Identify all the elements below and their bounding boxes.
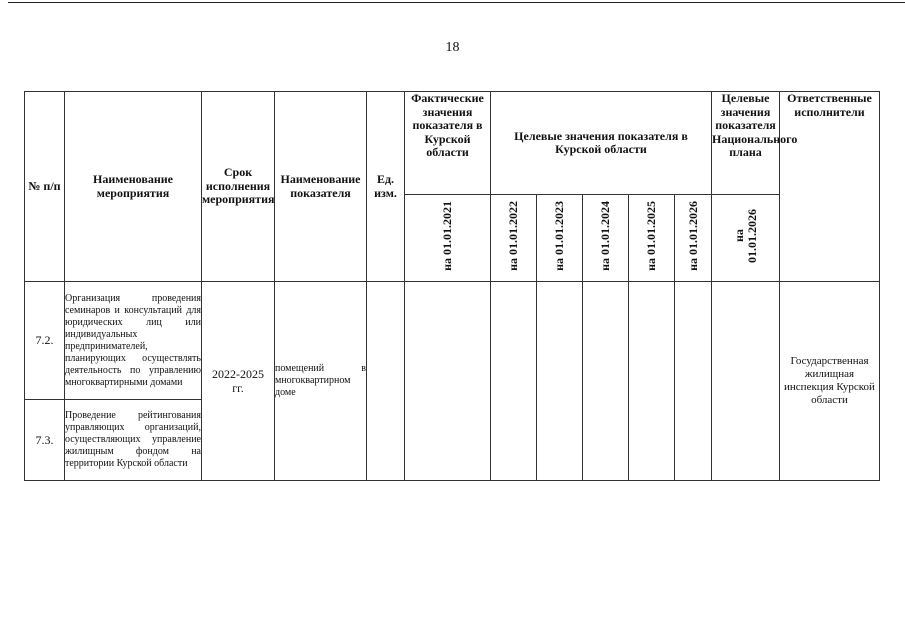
unit-cell — [367, 282, 405, 481]
header-number: № п/п — [25, 92, 65, 282]
national-2026-cell — [712, 282, 780, 481]
header-indicator-name: Наименование показателя — [275, 92, 367, 282]
event-name-cell: Проведение рейтингования управляющих организаций, осуществляющих управление жилищным фондом на территории Курской области — [65, 400, 202, 481]
page-top-border — [8, 2, 905, 3]
row-number: 7.3. — [25, 400, 65, 481]
event-name-cell: Организация проведения семинаров и консультаций для юридических лиц или индивидуальных предпринимателей, планирующих осуществлять деятельность по управлению многоквартирными домами — [65, 282, 202, 400]
header-unit: Ед. изм. — [367, 92, 405, 282]
plan-table — [24, 91, 880, 481]
page-number: 18 — [445, 40, 460, 55]
table-row — [25, 282, 880, 400]
target-2022-cell — [491, 282, 537, 481]
date-target-2025: на 01.01.2025 — [629, 195, 675, 282]
target-2025-cell — [629, 282, 675, 481]
header-target-national: Целевые значения показателя Национального плана — [712, 92, 780, 195]
target-2024-cell — [583, 282, 629, 481]
header-actual-values: Фактические значения показателя в Курской области — [405, 92, 491, 195]
term-cell: 2022-2025 гг. — [202, 282, 275, 481]
header-event-name: Наименование мероприятия — [65, 92, 202, 282]
date-target-2023: на 01.01.2023 — [537, 195, 583, 282]
date-target-2024: на 01.01.2024 — [583, 195, 629, 282]
header-term: Срок исполнения мероприятия — [202, 92, 275, 282]
date-target-2026: на 01.01.2026 — [675, 195, 712, 282]
date-actual-2021: на 01.01.2021 — [405, 195, 491, 282]
actual-2021-cell — [405, 282, 491, 481]
executors-cell: Государственная жилищная инспекция Курской области — [780, 282, 880, 481]
target-2023-cell — [537, 282, 583, 481]
target-2026-cell — [675, 282, 712, 481]
header-target-kursk: Целевые значения показателя в Курской области — [491, 92, 712, 195]
row-number: 7.2. — [25, 282, 65, 400]
date-target-2022: на 01.01.2022 — [491, 195, 537, 282]
indicator-name-cell: помещений в многоквартирном доме — [275, 282, 367, 481]
date-national-2026: на 01.01.2026 — [712, 195, 780, 282]
header-executors: Ответственные исполнители — [780, 92, 880, 282]
